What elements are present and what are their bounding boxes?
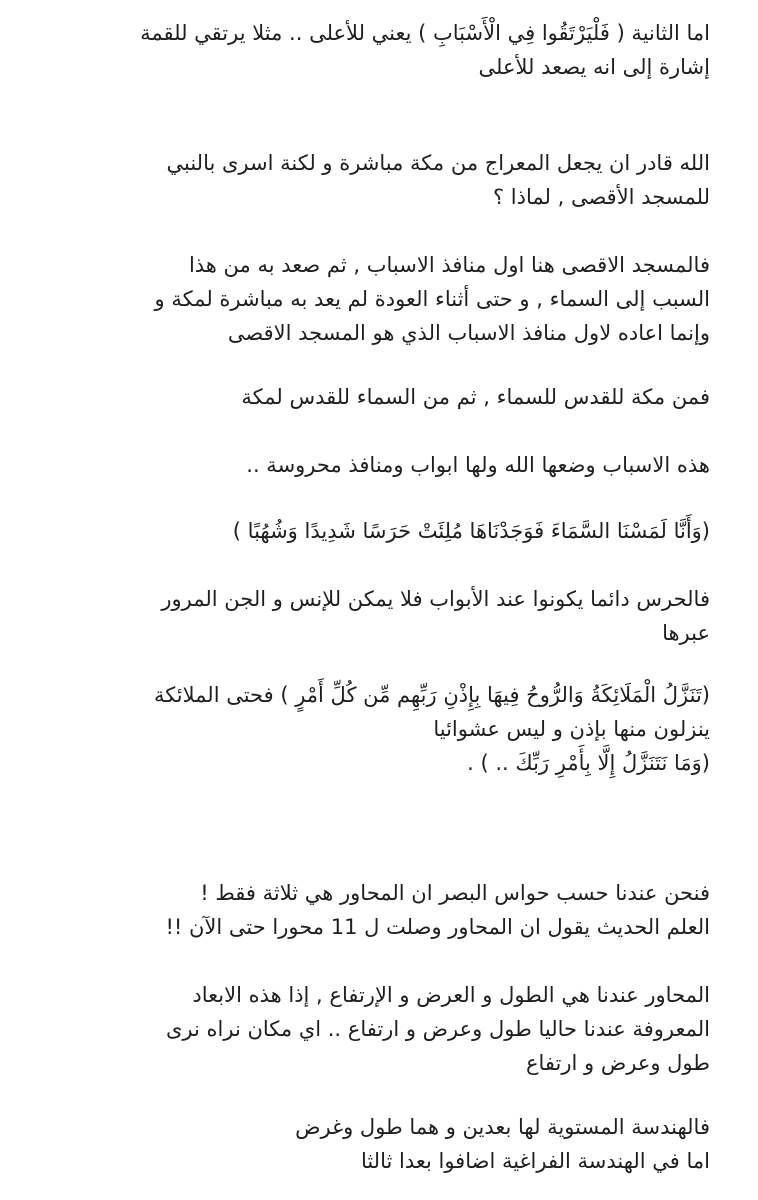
quran-verse-guards bbox=[20, 514, 710, 548]
text-line: إشارة إلى انه يصعد للأعلى bbox=[478, 55, 710, 79]
text-line: فالهندسة المستوية لها بعدين و هما طول وغرض bbox=[295, 1115, 710, 1139]
paragraph-axes bbox=[20, 978, 710, 1080]
text-line: العلم الحديث يقول ان المحاور وصلت ل 11 محورا حتى الآن !! bbox=[165, 915, 710, 939]
paragraph-dimensions-count bbox=[20, 876, 710, 944]
paragraph-guarded-gates bbox=[20, 448, 710, 482]
text-line: (وَأَنَّا لَمَسْنَا السَّمَاءَ فَوَجَدْنَاهَا مُلِئَتْ حَرَسًا شَدِيدًا وَشُهُبًا ) bbox=[232, 519, 710, 543]
paragraph-miraj bbox=[20, 146, 710, 214]
text-line: عبرها bbox=[662, 621, 710, 645]
text-line: فمن مكة للقدس للسماء , ثم من السماء للقدس لمكة bbox=[241, 385, 710, 409]
text-line: اما في الهندسة الفراغية اضافوا بعدا ثالثا bbox=[360, 1149, 710, 1173]
text-line: الله قادر ان يجعل المعراج من مكة مباشرة و لكنة اسرى بالنبي bbox=[166, 151, 710, 175]
text-line: (وَمَا نَتَنَزَّلُ إِلَّا بِأَمْرِ رَبِّكَ .. ) . bbox=[467, 751, 710, 775]
paragraph-angels-descend bbox=[20, 678, 710, 780]
text-line: فنحن عندنا حسب حواس البصر ان المحاور هي ثلاثة فقط ! bbox=[200, 881, 710, 905]
text-line: السبب إلى السماء , و حتى أثناء العودة لم يعد به مباشرة لمكة و bbox=[154, 287, 710, 311]
text-line: وإنما اعاده لاول منافذ الاسباب الذي هو المسجد الاقصى bbox=[227, 321, 710, 345]
paragraph-guards bbox=[20, 582, 710, 650]
paragraph-aqsa-gateway bbox=[20, 248, 710, 350]
text-line: المعروفة عندنا حاليا طول وعرض و ارتفاع .. اي مكان نراه نرى bbox=[165, 1017, 710, 1041]
text-line: (تَنَزَّلُ الْمَلَائِكَةُ وَالرُّوحُ فِيهَا بِإِذْنِ رَبِّهِم مِّن كُلِّ أَمْرٍ ) فحتى الملائكة bbox=[153, 683, 710, 707]
text-line: للمسجد الأقصى , لماذا ؟ bbox=[492, 185, 710, 209]
text-line: هذه الاسباب وضعها الله ولها ابواب ومنافذ محروسة .. bbox=[246, 453, 710, 477]
text-line: فالمسجد الاقصى هنا اول منافذ الاسباب , ثم صعد به من هذا bbox=[188, 253, 710, 277]
paragraph-geometry bbox=[20, 1110, 710, 1178]
text-line: طول وعرض و ارتفاع bbox=[525, 1051, 710, 1075]
text-line: اما الثانية ( فَلْيَرْتَقُوا فِي الْأَسْبَابِ ) يعني للأعلى .. مثلا يرتقي للقمة bbox=[140, 21, 710, 45]
text-line: ينزلون منها بإذن و ليس عشوائيا bbox=[433, 717, 710, 741]
paragraph-route bbox=[20, 380, 710, 414]
text-line: فالحرس دائما يكونوا عند الأبواب فلا يمكن للإنس و الجن المرور bbox=[161, 587, 710, 611]
text-line: المحاور عندنا هي الطول و العرض و الإرتفاع , إذا هذه الابعاد bbox=[192, 983, 710, 1007]
paragraph-asbab-ascent bbox=[20, 16, 710, 84]
